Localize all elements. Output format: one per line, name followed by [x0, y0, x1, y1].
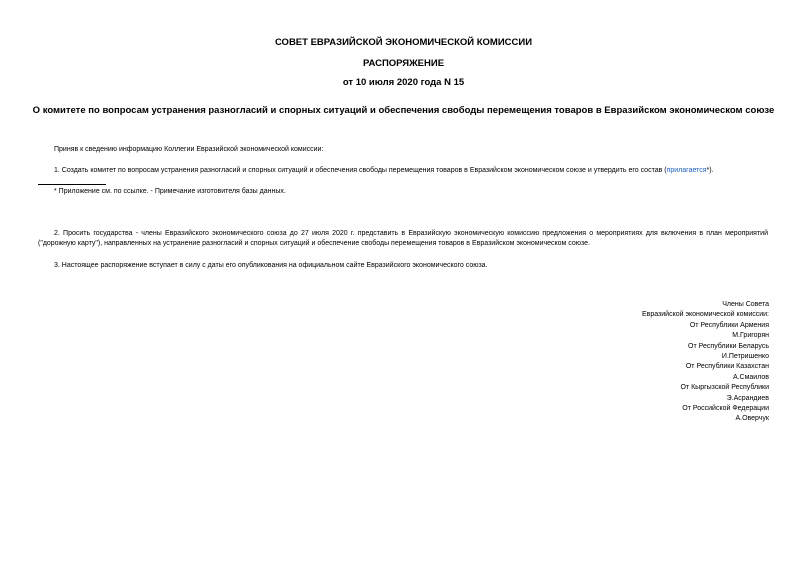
item-1-text-end: *).	[706, 167, 714, 174]
document-date-number: от 10 июля 2020 года N 15	[342, 77, 465, 88]
document-title: О комитете по вопросам устранения разногласий и спорных ситуаций и обеспечения свободы перемещения товаров в Евразийском экономическом союзе	[32, 105, 775, 116]
signature-line: От Кыргызской Республики	[680, 384, 769, 392]
item-3-paragraph: 3. Настоящее распоряжение вступает в силу с даты его опубликования на официальном сайте Евразийского экономического союза.	[54, 262, 488, 269]
signature-line: Евразийской экономической комиссии:	[641, 311, 769, 319]
signature-line: От Республики Армения	[689, 321, 769, 329]
signature-line: А.Смаилов	[732, 373, 769, 381]
signature-line: Члены Совета	[722, 301, 769, 308]
signature-line: От Республики Беларусь	[688, 342, 769, 350]
signature-line: От Российской Федерации	[682, 405, 769, 413]
footnote: * Приложение см. по ссылке. - Примечание изготовителя базы данных.	[54, 188, 286, 195]
signature-line: От Республики Казахстан	[685, 363, 769, 371]
organization-heading: СОВЕТ ЕВРАЗИЙСКОЙ ЭКОНОМИЧЕСКОЙ КОМИССИИ	[274, 37, 533, 48]
item-2-paragraph: 2. Просить государства - члены Евразийского экономического союза до 27 июля 2020 г. представить в Евразийскую экономическую комиссию предложения о мероприятиях для включения в план мероприятий ("дорожную карту"), направленных на устранение разногласий и спорных ситуаций и обеспечение свободы перемещения товаров в Евразийском экономическом союзе.	[38, 230, 768, 247]
footnote-divider	[38, 184, 106, 185]
signature-line: М.Григорян	[732, 332, 769, 340]
document-type: РАСПОРЯЖЕНИЕ	[362, 58, 445, 69]
item-1-paragraph	[54, 166, 714, 176]
item-1-text: 1. Создать комитет по вопросам устранения разногласий и спорных ситуаций и обеспечения свободы перемещения товаров в Евразийском экономическом союзе и утвердить его состав (	[54, 167, 667, 174]
signature-line: А.Оверчук	[735, 415, 769, 423]
signature-block	[642, 300, 769, 425]
signature-line: И.Петришенко	[721, 353, 769, 361]
attachment-link[interactable]: прилагается	[666, 167, 707, 174]
intro-paragraph: Приняв к сведению информацию Коллегии Евразийской экономической комиссии:	[54, 146, 324, 153]
signature-line: Э.Асрандиев	[726, 394, 769, 402]
